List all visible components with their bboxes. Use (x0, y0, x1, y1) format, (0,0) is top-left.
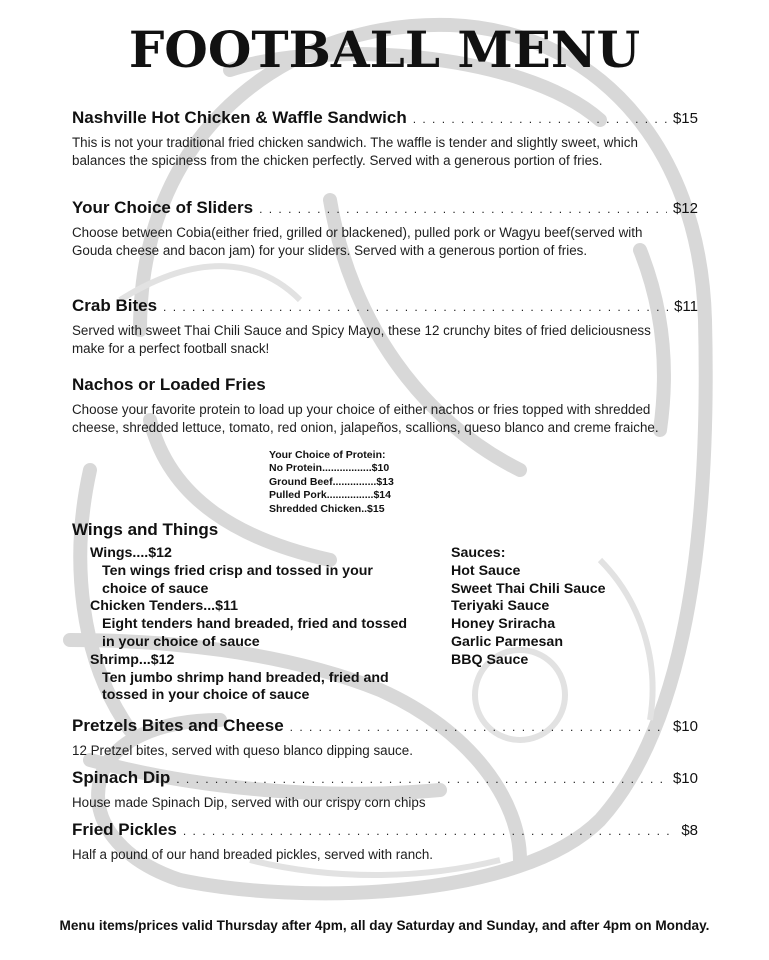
dot-leader (259, 202, 667, 216)
item-description: Half a pound of our hand breaded pickles, served with ranch. (72, 847, 434, 862)
sauce-item: Sweet Thai Chili Sauce (451, 580, 606, 597)
wings-heading: Wings and Things (72, 520, 219, 539)
dot-leader (176, 772, 667, 786)
protein-option: No Protein.................$10 (269, 462, 390, 475)
menu-item-crab-bites (72, 296, 698, 358)
menu-item-nachos (72, 375, 698, 437)
dot-leader (163, 300, 668, 314)
item-description: 12 Pretzel bites, served with queso blanco dipping sauce. (72, 743, 413, 758)
item-description: This is not your traditional fried chicken sandwich. The waffle is tender and slightly sweet, which balances the spiciness from the chicken perfectly. Served with a generous portion of fries. (72, 135, 638, 168)
menu-item-sliders (72, 198, 698, 260)
protein-options (269, 449, 394, 516)
sauce-item: Garlic Parmesan (451, 633, 563, 650)
item-description: Served with sweet Thai Chili Sauce and Spicy Mayo, these 12 crunchy bites of fried deliciousness make for a perfect football snack! (72, 323, 651, 356)
protein-option: Ground Beef...............$13 (269, 475, 394, 488)
menu-item-spinach-dip (72, 768, 698, 812)
item-price: $12 (672, 200, 698, 217)
dot-leader (183, 824, 675, 838)
wings-list (90, 545, 410, 705)
item-name: Nashville Hot Chicken & Waffle Sandwich (72, 108, 407, 127)
item-name: Your Choice of Sliders (72, 198, 254, 217)
sauces-heading: Sauces: (451, 545, 506, 561)
item-price: $10 (672, 718, 698, 735)
item-name: Crab Bites (72, 296, 158, 315)
item-name: Fried Pickles (72, 820, 177, 839)
item-name: Nachos or Loaded Fries (72, 375, 266, 394)
sauce-item: Hot Sauce (451, 562, 521, 579)
item-price: $11 (674, 298, 698, 315)
menu-item-chicken-waffle (72, 108, 698, 170)
item-name: Pretzels Bites and Cheese (72, 716, 284, 735)
item-price: $8 (681, 822, 698, 839)
item-price: $15 (672, 110, 698, 127)
dot-leader (290, 720, 667, 734)
wings-entry-title: Shrimp...$12 (90, 651, 175, 668)
sauce-item: Teriyaki Sauce (451, 598, 550, 615)
item-price: $10 (672, 770, 698, 787)
item-name: Spinach Dip (72, 768, 171, 787)
sauce-item: Honey Sriracha (451, 616, 556, 633)
protein-option: Shredded Chicken..$15 (269, 502, 385, 515)
menu-item-pretzels (72, 716, 698, 760)
sauces-list (451, 545, 606, 670)
wings-entry-desc: Eight tenders hand breaded, fried and tossed in your choice of sauce (102, 616, 408, 650)
protein-option: Pulled Pork................$14 (269, 489, 391, 502)
item-description: House made Spinach Dip, served with our crispy corn chips (72, 795, 426, 810)
item-description: Choose between Cobia(either fried, grilled or blackened), pulled pork or Wagyu beef(served with Gouda cheese and bacon jam) for your sliders. Served with a generous portion of fries. (72, 225, 643, 258)
wings-entry-title: Chicken Tenders...$11 (90, 598, 238, 615)
validity-footer: Menu items/prices valid Thursday after 4pm, all day Saturday and Sunday, and after 4pm on Monday. (59, 918, 710, 933)
wings-entry-title: Wings....$12 (90, 545, 172, 561)
menu-item-fried-pickles (72, 820, 698, 864)
menu-title: FOOTBALL MENU (128, 20, 641, 79)
dot-leader (413, 112, 667, 126)
wings-entry-desc: Ten jumbo shrimp hand breaded, fried and tossed in your choice of sauce (102, 669, 389, 704)
sauce-item: BBQ Sauce (451, 651, 529, 668)
item-description: Choose your favorite protein to load up your choice of either nachos or fries topped with shredded cheese, shredded lettuce, tomato, red onion, jalapeños, scallions, queso blanco and creme fraiche. (72, 402, 659, 435)
wings-entry-desc: Ten wings fried crisp and tossed in your choice of sauce (102, 562, 373, 597)
protein-heading: Your Choice of Protein: (269, 449, 386, 461)
